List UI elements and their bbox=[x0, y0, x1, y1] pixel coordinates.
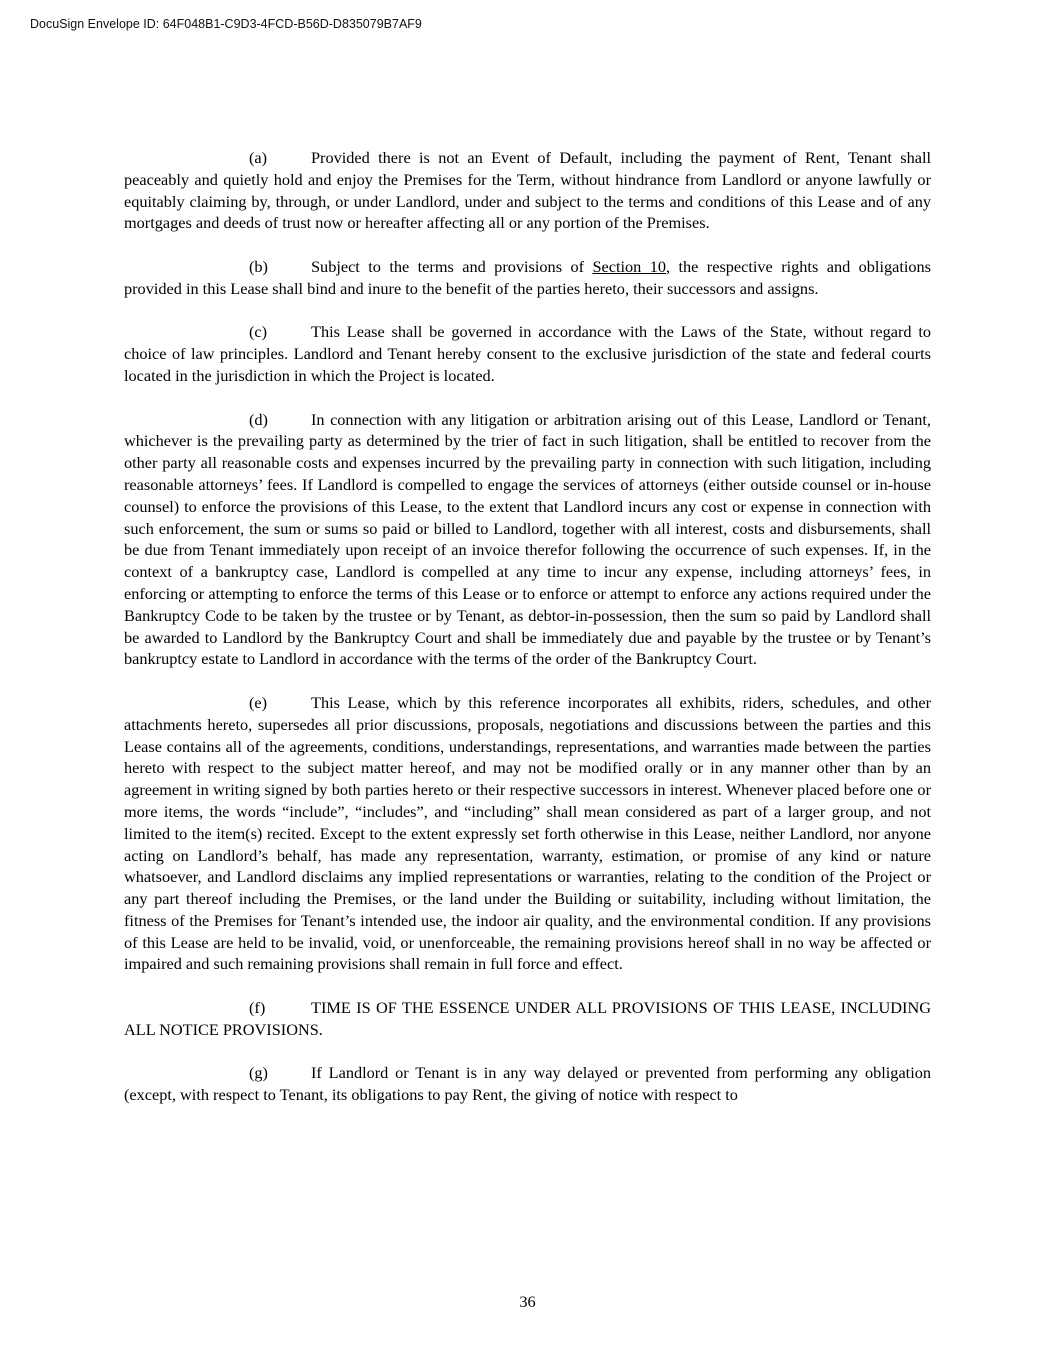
paragraph-e bbox=[124, 692, 931, 975]
paragraph-g bbox=[124, 1062, 931, 1106]
paragraph-label: (f) bbox=[249, 998, 266, 1018]
paragraph-text: Subject to the terms and provisions of bbox=[311, 256, 593, 276]
paragraph-text-continued: , the respective rights and obligations provided in this Lease shall bind and inure to the benefit of the parties hereto, their successors and assigns. bbox=[124, 256, 932, 298]
paragraph-label: (g) bbox=[249, 1063, 268, 1083]
paragraph-text: Provided there is not an Event of Default, including the payment of Rent, Tenant shall peaceably and quietly hold and enjoy the Premises for the Term, without hindrance from Landlord or anyone lawfully or equitably claiming by, through, or under Landlord, under and subject to the terms and conditions of this Lease and of any mortgages and deeds of trust now or hereafter affecting all or any portion of the Premises. bbox=[124, 148, 931, 233]
paragraph-text: TIME IS OF THE ESSENCE UNDER ALL PROVISIONS OF THIS LEASE, INCLUDING ALL NOTICE PROVISIONS. bbox=[124, 998, 931, 1039]
paragraph-d bbox=[124, 409, 931, 671]
paragraph-b bbox=[124, 256, 931, 300]
paragraph-label: (b) bbox=[249, 256, 268, 276]
paragraph-c bbox=[124, 321, 931, 386]
envelope-id-header: DocuSign Envelope ID: 64F048B1-C9D3-4FCD-B56D-D835079B7AF9 bbox=[30, 17, 422, 31]
paragraph-label: (d) bbox=[249, 409, 268, 429]
paragraph-text: In connection with any litigation or arbitration arising out of this Lease, Landlord or Tenant, whichever is the prevailing party as determined by the trier of fact in such litigation, shall be entitled to recover from the other party all reasonable costs and expenses incurred by the prevailing party in connection with such litigation, including reasonable attorneys’ fees. If Landlord is compelled to engage the services of attorneys (either outside counsel or in-house counsel) to enforce the provisions of this Lease, to the extent that Landlord incurs any cost or expense in connection with such enforcement, the sum or sums so paid or billed to Landlord, together with all interest, costs and disbursements, shall be due from Tenant immediately upon receipt of an invoice therefor following the occurrence of such expenses. If, in the context of a bankruptcy case, Landlord is compelled at any time to incur any expense, including attorneys’ fees, in enforcing or attempting to enforce the terms of this Lease or to enforce or attempt to enforce any actions required under the Bankruptcy Code to be taken by the trustee or by Tenant, as debtor-in-possession, then the sum so paid by Landlord shall be awarded to Landlord by the Bankruptcy Court and shall be immediately due and payable by the trustee or by Tenant’s bankruptcy estate to Landlord in accordance with the terms of the order of the Bankruptcy Court. bbox=[124, 409, 931, 669]
paragraph-f bbox=[124, 997, 931, 1041]
section-reference: Section 10 bbox=[592, 256, 666, 276]
paragraph-text: This Lease, which by this reference incorporates all exhibits, riders, schedules, and other attachments hereto, supersedes all prior discussions, proposals, negotiations and discussions between the parties and this Lease contains all of the agreements, conditions, understandings, representations, and warranties made between the parties hereto with respect to the subject matter hereof, and may not be modified orally or in any manner other than by an agreement in writing signed by both parties hereto or their respective successors in interest. Whenever placed before one or more items, the words “include”, “includes”, and “including” shall mean considered as part of a larger group, and not limited to the item(s) recited. Except to the extent expressly set forth otherwise in this Lease, neither Landlord, nor anyone acting on Landlord’s behalf, has made any representation, warranty, estimation, or promise of any kind or nature whatsoever, and Landlord disclaims any implied representations or warranties, relating to the condition of the Project or any part thereof including the Premises, or the land under the Building or suitability, including without limitation, the fitness of the Premises for Tenant’s intended use, the indoor air quality, and the environmental condition. If any provisions of this Lease are held to be invalid, void, or unenforceable, the remaining provisions hereof shall in no way be affected or impaired and such remaining provisions shall remain in full force and effect. bbox=[124, 692, 931, 974]
paragraph-a bbox=[124, 147, 931, 234]
paragraph-label: (c) bbox=[249, 322, 268, 342]
page-number: 36 bbox=[519, 1292, 536, 1311]
paragraph-text: This Lease shall be governed in accordance with the Laws of the State, without regard to choice of law principles. Landlord and Tenant hereby consent to the exclusive jurisdiction of the state and federal courts located in the jurisdiction in which the Project is located. bbox=[124, 322, 931, 385]
paragraph-label: (e) bbox=[249, 692, 268, 712]
paragraph-label: (a) bbox=[249, 148, 268, 167]
paragraph-text: If Landlord or Tenant is in any way delayed or prevented from performing any obligation (except, with respect to Tenant, its obligations to pay Rent, the giving of notice with respect to bbox=[124, 1063, 931, 1105]
document-body bbox=[124, 147, 931, 1128]
